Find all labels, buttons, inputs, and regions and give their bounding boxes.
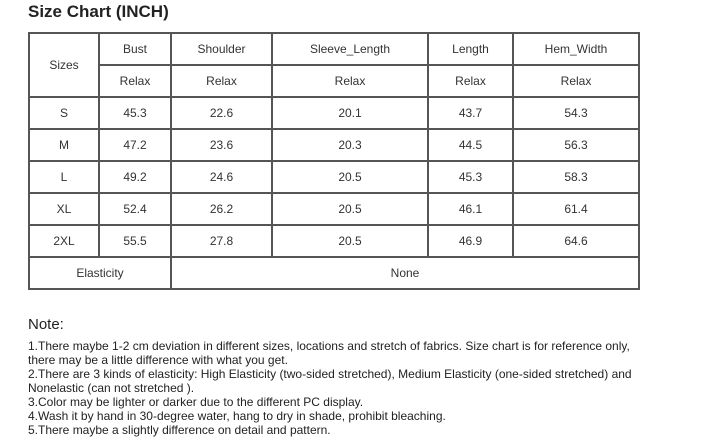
- elasticity-value: None: [171, 257, 639, 289]
- header-row: [29, 33, 639, 65]
- table-cell: 20.3: [272, 129, 428, 161]
- table-cell: 58.3: [513, 161, 639, 193]
- subheader-row: [29, 65, 639, 97]
- table-cell: 27.8: [171, 225, 272, 257]
- elasticity-label: Elasticity: [29, 257, 171, 289]
- table-cell: 49.2: [99, 161, 171, 193]
- table-cell: 52.4: [99, 193, 171, 225]
- table-cell: 20.5: [272, 193, 428, 225]
- note-item: 5.There maybe a slightly difference on detail and pattern.: [28, 423, 331, 437]
- size-label: S: [29, 97, 99, 129]
- size-chart-table: [28, 32, 640, 290]
- elasticity-row: [29, 257, 639, 289]
- table-cell: 20.5: [272, 225, 428, 257]
- table-cell: 24.6: [171, 161, 272, 193]
- column-header: Shoulder: [171, 33, 272, 65]
- subheader-cell: Relax: [99, 65, 171, 97]
- subheader-cell: Relax: [171, 65, 272, 97]
- table-cell: 46.9: [428, 225, 513, 257]
- table-cell: 64.6: [513, 225, 639, 257]
- size-label: 2XL: [29, 225, 99, 257]
- table-cell: 20.1: [272, 97, 428, 129]
- table-cell: 26.2: [171, 193, 272, 225]
- page-title: Size Chart (INCH): [28, 2, 169, 21]
- note-item: 4.Wash it by hand in 30-degree water, hang to dry in shade, prohibit bleaching.: [28, 409, 446, 423]
- subheader-cell: Relax: [272, 65, 428, 97]
- table-cell: 56.3: [513, 129, 639, 161]
- table-cell: 45.3: [428, 161, 513, 193]
- table-row: [29, 225, 639, 257]
- subheader-cell: Relax: [428, 65, 513, 97]
- subheader-cell: Relax: [513, 65, 639, 97]
- size-label: L: [29, 161, 99, 193]
- note-item: 2.There are 3 kinds of elasticity: High Elasticity (two-sided stretched), Medium Elasticity (one-sided stretched) and Nonelastic (can not stretched ).: [28, 367, 632, 395]
- table-cell: 43.7: [428, 97, 513, 129]
- column-header: Bust: [99, 33, 171, 65]
- size-label: M: [29, 129, 99, 161]
- note-item: 1.There maybe 1-2 cm deviation in different sizes, locations and stretch of fabrics. Size chart is for reference only, there may be a little difference with what you get.: [28, 339, 630, 367]
- table-cell: 20.5: [272, 161, 428, 193]
- table-cell: 45.3: [99, 97, 171, 129]
- size-label: XL: [29, 193, 99, 225]
- table-row: [29, 129, 639, 161]
- note-list: [28, 339, 648, 437]
- column-header: Length: [428, 33, 513, 65]
- table-row: [29, 97, 639, 129]
- column-header: Sleeve_Length: [272, 33, 428, 65]
- table-row: [29, 193, 639, 225]
- table-cell: 46.1: [428, 193, 513, 225]
- column-header: Hem_Width: [513, 33, 639, 65]
- table-cell: 22.6: [171, 97, 272, 129]
- table-cell: 54.3: [513, 97, 639, 129]
- sizes-header: Sizes: [29, 33, 99, 97]
- note-title: Note:: [28, 316, 64, 333]
- table-cell: 23.6: [171, 129, 272, 161]
- table-cell: 47.2: [99, 129, 171, 161]
- table-row: [29, 161, 639, 193]
- table-cell: 55.5: [99, 225, 171, 257]
- table-cell: 61.4: [513, 193, 639, 225]
- table-cell: 44.5: [428, 129, 513, 161]
- note-item: 3.Color may be lighter or darker due to the different PC display.: [28, 395, 364, 409]
